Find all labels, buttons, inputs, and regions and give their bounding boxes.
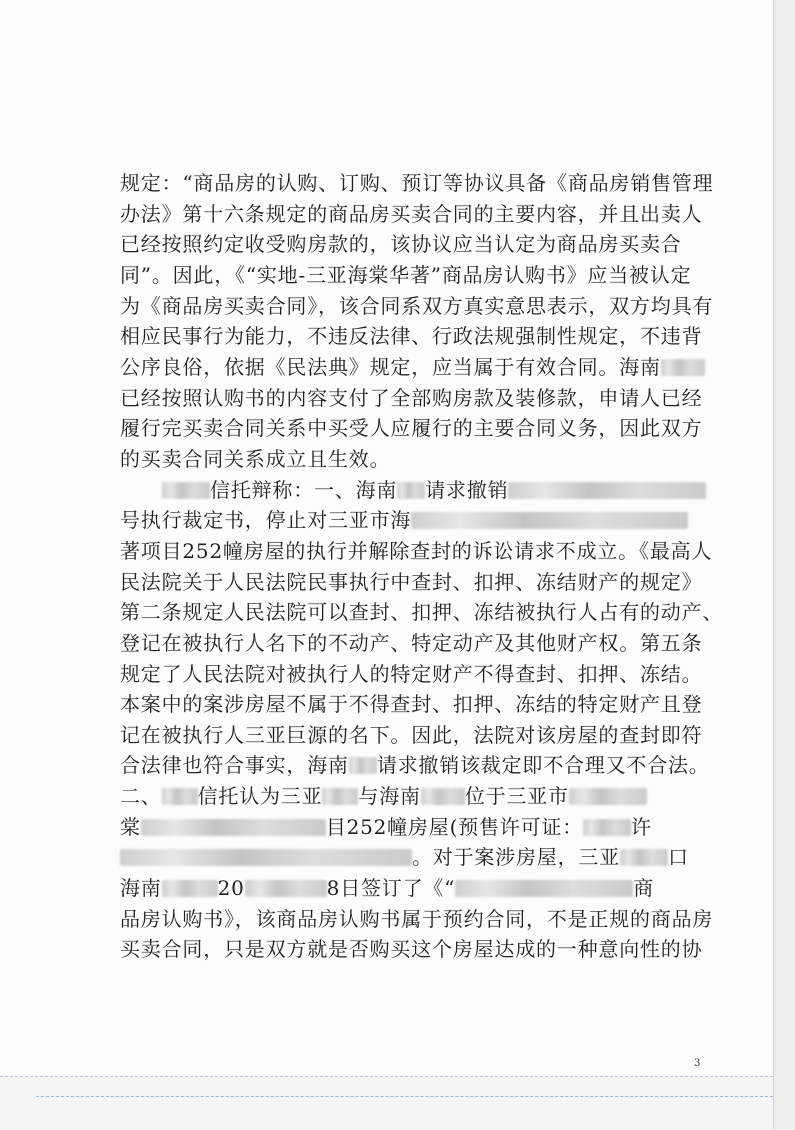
redaction-blur: [583, 819, 631, 836]
text-segment: 商: [633, 876, 655, 901]
text-segment: 信托辩称：一、海南: [210, 477, 398, 502]
text-line: 已经按照约定收受购房款的，该协议应当认定为商品房买卖合: [120, 232, 682, 257]
text-segment: 合法律也符合事实，海南: [120, 753, 349, 778]
redaction-blur: [569, 788, 647, 805]
redaction-blur: [245, 880, 327, 897]
page-number: 3: [694, 1058, 701, 1069]
text-segment: 请求撤销: [425, 477, 509, 502]
text-line: 登记在被执行人名下的不动产、特定动产及其他财产权。第五条: [120, 630, 703, 655]
redaction-blur: [661, 359, 705, 376]
redaction-blur: [620, 849, 668, 866]
text-line: 履行完买卖合同关系中买受人应履行的主要合同义务，因此双方: [120, 416, 703, 441]
text-line: 已经按照认购书的内容支付了全部购房款及装修款，申请人已经: [120, 385, 703, 410]
text-line: [120, 352, 706, 383]
text-segment: 许: [631, 814, 652, 839]
legal-text-body: [120, 168, 724, 965]
text-line: [120, 842, 706, 873]
text-line: 民法院关于人民法院民事执行中查封、扣押、冻结财产的规定》: [120, 569, 703, 594]
text-line: [120, 475, 706, 506]
redaction-blur: [162, 788, 198, 805]
text-line: 同”。因此，《“实地-三亚海棠华著”商品房认购书》应当被认定: [120, 262, 692, 287]
text-segment: 海南: [120, 876, 162, 901]
redaction-blur: [421, 788, 465, 805]
text-line: 著项目252幢房屋的执行并解除查封的诉讼请求不成立。《最高人: [120, 538, 713, 563]
paper-fold: [0, 1076, 773, 1130]
text-segment: 8日签订了《“: [326, 876, 456, 901]
redaction-blur: [322, 788, 358, 805]
text-line: 规定了人民法院对被执行人的特定财产不得查封、扣押、冻结。: [120, 661, 703, 686]
text-line: [120, 873, 706, 904]
text-segment: 棠: [120, 814, 141, 839]
redaction-blur: [349, 757, 377, 774]
redaction-blur: [455, 880, 633, 897]
redaction-blur: [397, 482, 425, 499]
text-line: [120, 750, 710, 781]
paper-edge-line: [36, 1096, 773, 1097]
text-segment: 。对于案涉房屋，三亚: [412, 845, 620, 870]
text-segment: 公序良俗，依据《民法典》规定，应当属于有效合同。海南: [120, 354, 661, 379]
text-segment: 信托认为三亚: [197, 784, 323, 809]
text-line: 买卖合同，只是双方就是否购买这个房屋达成的一种意向性的协: [120, 937, 703, 962]
text-segment: 二、: [120, 784, 162, 809]
scanner-edge: [773, 0, 795, 1129]
text-line: 本案中的案涉房屋不属于不得查封、扣押、冻结的特定财产且登: [120, 692, 703, 717]
redaction-blur: [508, 482, 706, 499]
redaction-blur: [120, 849, 412, 866]
text-line: [120, 781, 706, 812]
text-line: [120, 505, 706, 536]
text-segment: 请求撤销该裁定即不合理又不合法。: [376, 753, 710, 778]
text-line: 规定：“商品房的认购、订购、预订等协议具备《商品房销售管理: [120, 171, 714, 195]
text-line: 第二条规定人民法院可以查封、扣押、冻结被执行人占有的动产、: [120, 600, 724, 625]
redaction-blur: [162, 482, 210, 499]
redaction-blur: [411, 512, 688, 529]
text-line: 办法》第十六条规定的商品房买卖合同的主要内容，并且出卖人: [120, 201, 703, 226]
text-segment: 号执行裁定书，停止对三亚市海: [120, 508, 412, 533]
redaction-blur: [141, 819, 326, 836]
text-segment: 20: [217, 876, 245, 901]
text-segment: 口: [668, 845, 689, 870]
text-line: 品房认购书》，该商品房认购书属于预约合同，不是正规的商品房: [120, 906, 714, 931]
redaction-blur: [162, 880, 218, 897]
text-line: [120, 812, 706, 843]
text-line: 为《商品房买卖合同》，该合同系双方真实意思表示，双方均具有: [120, 293, 714, 318]
text-line: 的买卖合同关系成立且生效。: [120, 446, 391, 471]
text-line: 记在被执行人三亚巨源的名下。因此，法院对该房屋的查封即符: [120, 722, 703, 747]
text-segment: 位于三亚市: [464, 784, 569, 809]
text-line: 相应民事行为能力，不违反法律、行政法规强制性规定，不违背: [120, 324, 703, 349]
text-segment: 与海南: [358, 784, 421, 809]
text-segment: 目252幢房屋(预售许可证：: [325, 814, 583, 839]
